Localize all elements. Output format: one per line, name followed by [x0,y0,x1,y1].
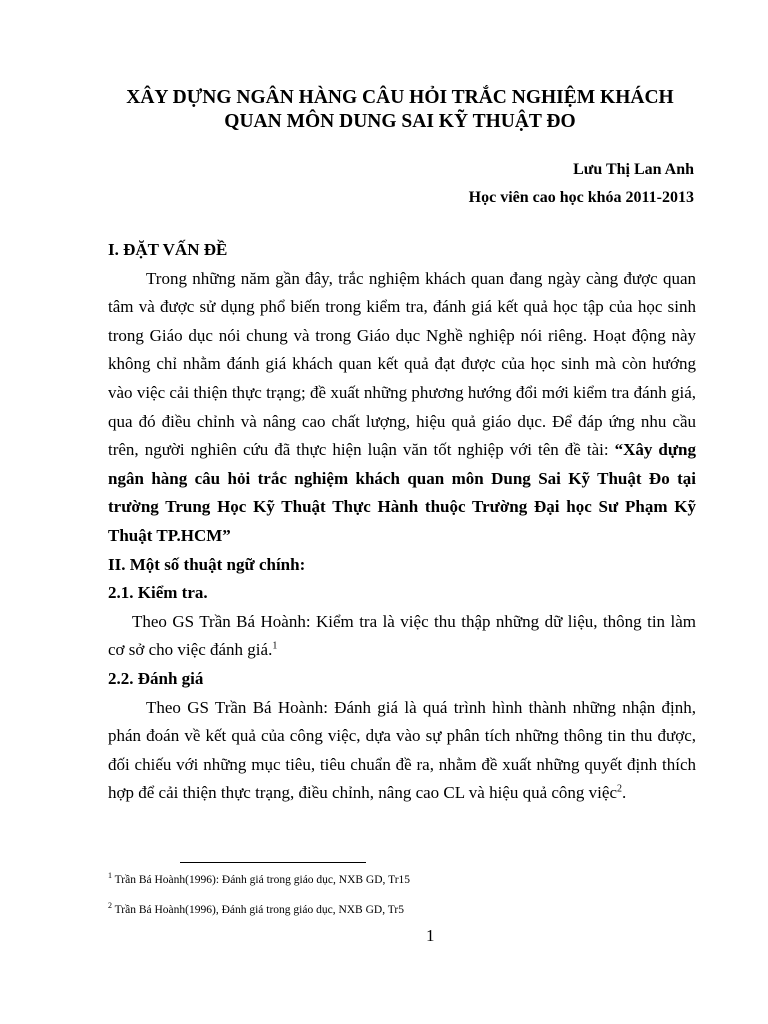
footnote-1 [108,872,696,888]
footnote-2-number: 2 [108,901,112,911]
author-affiliation: Học viên cao học khóa 2011-2013 [468,189,694,206]
subsection-2-2-heading: 2.2. Đánh giá [108,668,204,688]
footnote-ref-2[interactable]: 2 [617,783,622,795]
title-line-2: QUAN MÔN DUNG SAI KỸ THUẬT ĐO [224,111,576,132]
section-1-paragraph [108,265,696,551]
subsection-2-2-end: . [622,783,627,803]
footnote-1-text: Trần Bá Hoành(1996): Đánh giá trong giáo dục, NXB GD, Tr15 [112,874,411,886]
section-2-heading: II. Một số thuật ngữ chính: [108,554,306,574]
thesis-title: “Xây dựng ngân hàng câu hỏi trắc nghiệm khách quan môn Dung Sai Kỹ Thuật Đo tại trường Trung Học Kỹ Thuật Thực Hành thuộc Trường Đại học Sư Phạm Kỹ Thuật TP.HCM” [108,440,697,545]
footnote-separator [180,862,366,863]
section-1-paragraph-text: Trong những năm gần đây, trắc nghiệm khách quan đang ngày càng được quan tâm và được sử dụng phổ biến trong kiểm tra, đánh giá kết quả học tập của học sinh trong Giáo dục nói chung và trong Giáo dục Nghề nghiệp nói riêng. Hoạt động này không chỉ nhằm đánh giá khách quan kết quả đạt được của học sinh mà còn hướng vào việc cải thiện thực trạng; đề xuất những phương hướng đổi mới kiểm tra đánh giá, qua đó điều chỉnh và nâng cao chất lượng, hiệu quả giáo dục. Để đáp ứng nhu cầu trên, người nghiên cứu đã thực hiện luận văn tốt nghiệp với tên đề tài: [108,268,696,460]
subsection-2-1-paragraph [108,608,696,665]
section-1-heading: I. ĐẶT VẤN ĐỀ [108,240,228,259]
footnotes [108,872,696,918]
subsection-2-2-text: Theo GS Trần Bá Hoành: Đánh giá là quá trình hình thành những nhận định, phán đoán về kết quả của công việc, dựa vào sự phân tích những thông tin thu được, đối chiếu với những mục tiêu, tiêu chuẩn đề ra, nhằm đề xuất những quyết định thích hợp để cải thiện thực trạng, điều chỉnh, nâng cao CL và hiệu quả công việc [108,697,696,803]
title-line-1: XÂY DỰNG NGÂN HÀNG CÂU HỎI TRẮC NGHIỆM KHÁCH [126,87,674,108]
document-title [80,86,720,134]
page-number: 1 [426,926,435,945]
footnote-2 [108,902,696,918]
footnote-1-number: 1 [108,871,112,881]
footnote-ref-1[interactable]: 1 [272,640,278,652]
subsection-2-2-paragraph [108,694,696,808]
author-name: Lưu Thị Lan Anh [573,161,694,178]
footnote-2-text: Trần Bá Hoành(1996), Đánh giá trong giáo dục, NXB GD, Tr5 [112,904,404,916]
subsection-2-1-text: Theo GS Trần Bá Hoành: Kiểm tra là việc thu thập những dữ liệu, thông tin làm cơ sở cho việc đánh giá. [108,611,696,660]
author-block [469,156,694,212]
document-body [108,236,696,808]
subsection-2-1-heading: 2.1. Kiểm tra. [108,583,208,603]
